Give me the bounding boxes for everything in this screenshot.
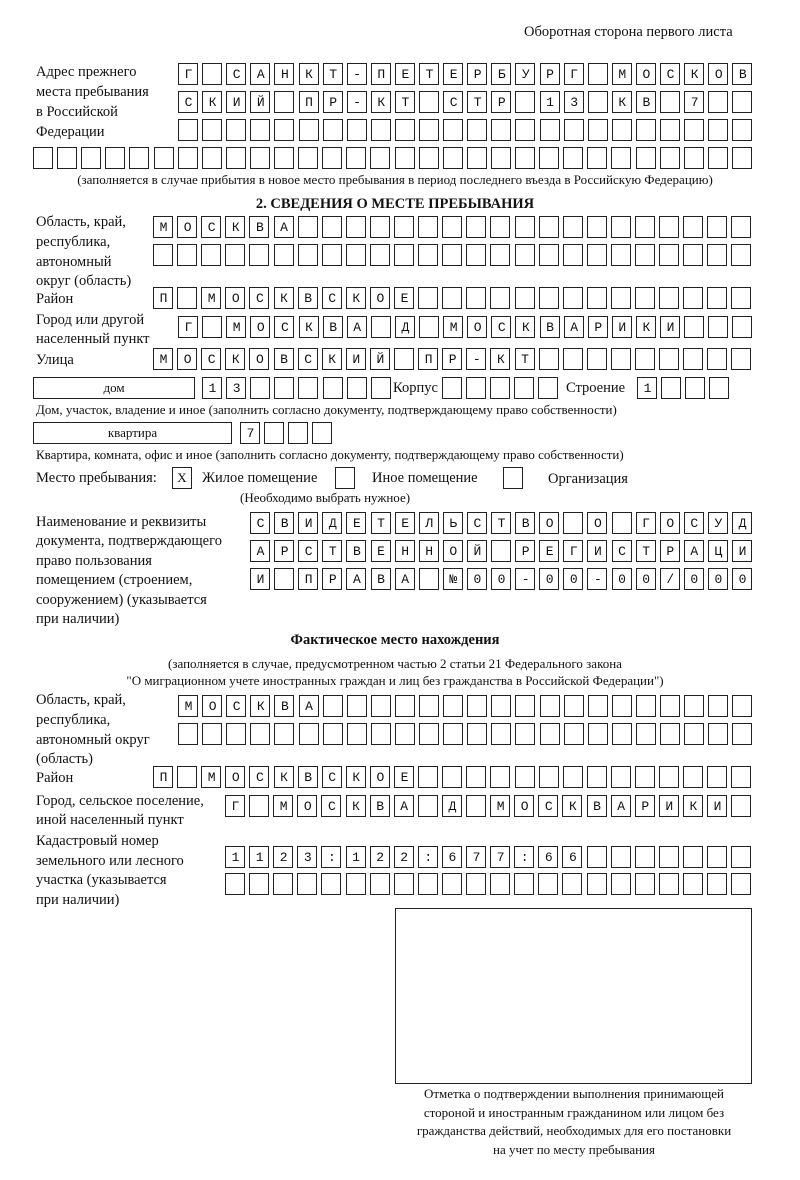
actual-city-label-1: Город, сельское поселение,	[36, 793, 204, 809]
prev-address-label-2: места пребывания	[36, 84, 149, 100]
doc-row-2[interactable]: АРСТВЕННОЙ РЕГИСТРАЦИ	[256, 544, 763, 559]
stay-option-other-checkbox[interactable]	[335, 467, 355, 489]
prev-address-row-2[interactable]: СКИЙ ПР-КТ СТР 13 КВ 7	[184, 95, 764, 110]
actual-city-label-2: иной населенный пункт	[36, 812, 184, 828]
flat-note: Квартира, комната, офис и иное (заполнить согласно документу, подтверждающему право собственности)	[36, 447, 624, 462]
actual-district-label: Район	[36, 770, 74, 786]
house-type-field[interactable]: дом	[33, 377, 195, 399]
cadastre-row-2[interactable]	[232, 873, 762, 896]
region-label-3: автономный	[36, 254, 112, 270]
confirmation-caption-2: стороной и иностранным гражданином или лицом без	[423, 1104, 725, 1120]
house-number-row[interactable]: 13	[208, 381, 402, 396]
building-label: Строение	[566, 380, 626, 396]
prev-address-label-4: Федерации	[36, 124, 105, 140]
building-row[interactable]: 1	[643, 381, 740, 396]
stay-option-residential-checkbox[interactable]: X	[172, 467, 192, 489]
flat-type-field[interactable]: квартира	[33, 422, 232, 444]
doc-label-5: сооружением) (указывается	[36, 592, 207, 608]
cadastre-label-1: Кадастровый номер	[36, 833, 159, 849]
prev-address-row-3[interactable]	[185, 119, 763, 142]
cadastre-row-1[interactable]: 1123:122:677:66	[231, 850, 762, 865]
doc-label-3: право пользования	[36, 553, 152, 569]
doc-label-6: при наличии)	[36, 611, 120, 627]
actual-city-row[interactable]: Г МОСКВА Д МОСКВАРИКИ	[231, 799, 762, 814]
region-label-4: округ (область)	[36, 273, 132, 289]
region-row-2[interactable]	[160, 244, 763, 267]
doc-label-1: Наименование и реквизиты	[36, 514, 207, 530]
confirmation-stamp-box	[395, 908, 752, 1084]
actual-note-2: "О миграционном учете иностранных граждан и лиц без гражданства в Российской Федерации")	[126, 673, 664, 688]
cadastre-label-4: при наличии)	[36, 892, 120, 908]
stay-option-organization-label: Организация	[548, 471, 628, 487]
confirmation-caption-3: гражданства действий, необходимых для его постановки	[416, 1123, 732, 1138]
stay-option-other-label: Иное помещение	[372, 470, 478, 486]
confirmation-caption	[395, 1085, 753, 1159]
flat-number-row[interactable]: 7	[246, 426, 343, 441]
region-row-1[interactable]: МОСКВА	[159, 220, 763, 235]
page-label: Оборотная сторона первого листа	[524, 24, 733, 40]
actual-region-label-2: республика,	[36, 712, 111, 728]
prev-address-note: (заполняется в случае прибытия в новое место пребывания в период последнего въезда в Российскую Федерацию)	[77, 172, 713, 187]
actual-title: Фактическое место нахождения	[290, 632, 500, 648]
prev-address-label-1: Адрес прежнего	[36, 64, 137, 80]
stay-option-residential-label: Жилое помещение	[202, 470, 318, 486]
prev-address-row-4[interactable]	[40, 147, 763, 170]
prev-address-row-1[interactable]: Г САНКТ-ПЕТЕРБУРГ МОСКОВ	[184, 67, 764, 82]
actual-region-row-1[interactable]: МОСКВА	[184, 699, 764, 714]
stay-note: (Необходимо выбрать нужное)	[240, 490, 411, 505]
actual-region-label-4: (область)	[36, 751, 93, 767]
actual-region-row-2[interactable]	[185, 723, 763, 746]
stay-label: Место пребывания:	[36, 470, 157, 486]
district-label: Район	[36, 291, 74, 307]
cadastre-label-3: участка (указывается	[36, 872, 167, 888]
street-label: Улица	[36, 352, 74, 368]
doc-label-4: помещением (строением,	[36, 572, 193, 588]
doc-row-3[interactable]: И ПРАВА №00-00-00/000	[256, 572, 763, 587]
confirmation-caption-1: Отметка о подтверждении выполнения принимающей	[423, 1086, 725, 1101]
street-row[interactable]: МОСКОВСКИЙ ПР-КТ	[159, 352, 763, 367]
korpus-row[interactable]	[449, 377, 570, 400]
actual-note-1: (заполняется в случае, предусмотренном частью 2 статьи 21 Федерального закона	[168, 656, 622, 671]
section-2-title: 2. СВЕДЕНИЯ О МЕСТЕ ПРЕБЫВАНИЯ	[255, 196, 535, 212]
korpus-label: Корпус	[393, 380, 438, 396]
city-row[interactable]: Г МОСКВА Д МОСКВАРИКИ	[184, 320, 764, 335]
confirmation-caption-4: на учет по месту пребывания	[493, 1141, 655, 1157]
region-label-2: республика,	[36, 234, 111, 250]
actual-region-label-1: Область, край,	[36, 692, 126, 708]
stay-option-organization-checkbox[interactable]	[503, 467, 523, 489]
house-note: Дом, участок, владение и иное (заполнить согласно документу, подтверждающему право собственности)	[36, 402, 617, 417]
city-label-1: Город или другой	[36, 312, 145, 328]
district-row[interactable]: П МОСКВСКОЕ	[159, 291, 763, 306]
doc-row-1[interactable]: СВИДЕТЕЛЬСТВО О ГОСУД	[256, 516, 763, 531]
cadastre-label-2: земельного или лесного	[36, 853, 184, 869]
actual-region-label-3: автономный округ	[36, 732, 150, 748]
prev-address-label-3: в Российской	[36, 104, 118, 120]
actual-district-row[interactable]: П МОСКВСКОЕ	[159, 770, 763, 785]
city-label-2: населенный пункт	[36, 331, 150, 347]
doc-label-2: документа, подтверждающего	[36, 533, 222, 549]
region-label-1: Область, край,	[36, 214, 126, 230]
